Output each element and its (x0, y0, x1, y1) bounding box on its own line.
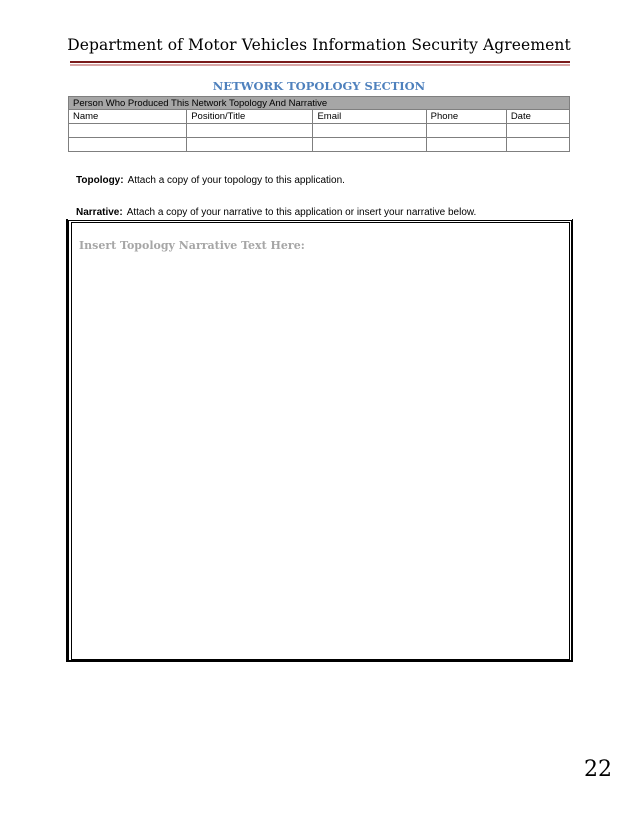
name-cell[interactable] (69, 124, 187, 138)
column-header-position: Position/Title (187, 110, 313, 124)
person-table (68, 96, 570, 152)
table-row (69, 124, 570, 138)
email-cell[interactable] (313, 138, 426, 152)
section-title: NETWORK TOPOLOGY SECTION (212, 79, 426, 93)
narrative-label: Narrative: (76, 207, 123, 218)
email-cell[interactable] (313, 124, 426, 138)
narrative-placeholder: Insert Topology Narrative Text Here: (79, 239, 305, 252)
table-caption: Person Who Produced This Network Topology And Narrative (69, 97, 570, 110)
table-header-row (69, 110, 570, 124)
column-header-phone: Phone (426, 110, 506, 124)
topology-instruction (76, 175, 345, 186)
date-cell[interactable] (506, 138, 569, 152)
table-caption-row (69, 97, 570, 110)
column-header-email: Email (313, 110, 426, 124)
position-cell[interactable] (187, 124, 313, 138)
position-cell[interactable] (187, 138, 313, 152)
document-title: Department of Motor Vehicles Information Security Agreement (67, 36, 571, 54)
phone-cell[interactable] (426, 138, 506, 152)
narrative-text: Attach a copy of your narrative to this application or insert your narrative below. (126, 207, 477, 218)
narrative-instruction (76, 207, 476, 218)
date-cell[interactable] (506, 124, 569, 138)
column-header-name: Name (69, 110, 187, 124)
header-rule-dark (70, 61, 570, 63)
topology-label: Topology: (76, 175, 124, 186)
column-header-date: Date (506, 110, 569, 124)
narrative-text-box[interactable] (68, 220, 572, 662)
phone-cell[interactable] (426, 124, 506, 138)
table-row (69, 138, 570, 152)
header-rule-light (70, 64, 570, 66)
name-cell[interactable] (69, 138, 187, 152)
page-number: 22 (584, 757, 612, 782)
topology-text: Attach a copy of your topology to this application. (127, 175, 345, 186)
